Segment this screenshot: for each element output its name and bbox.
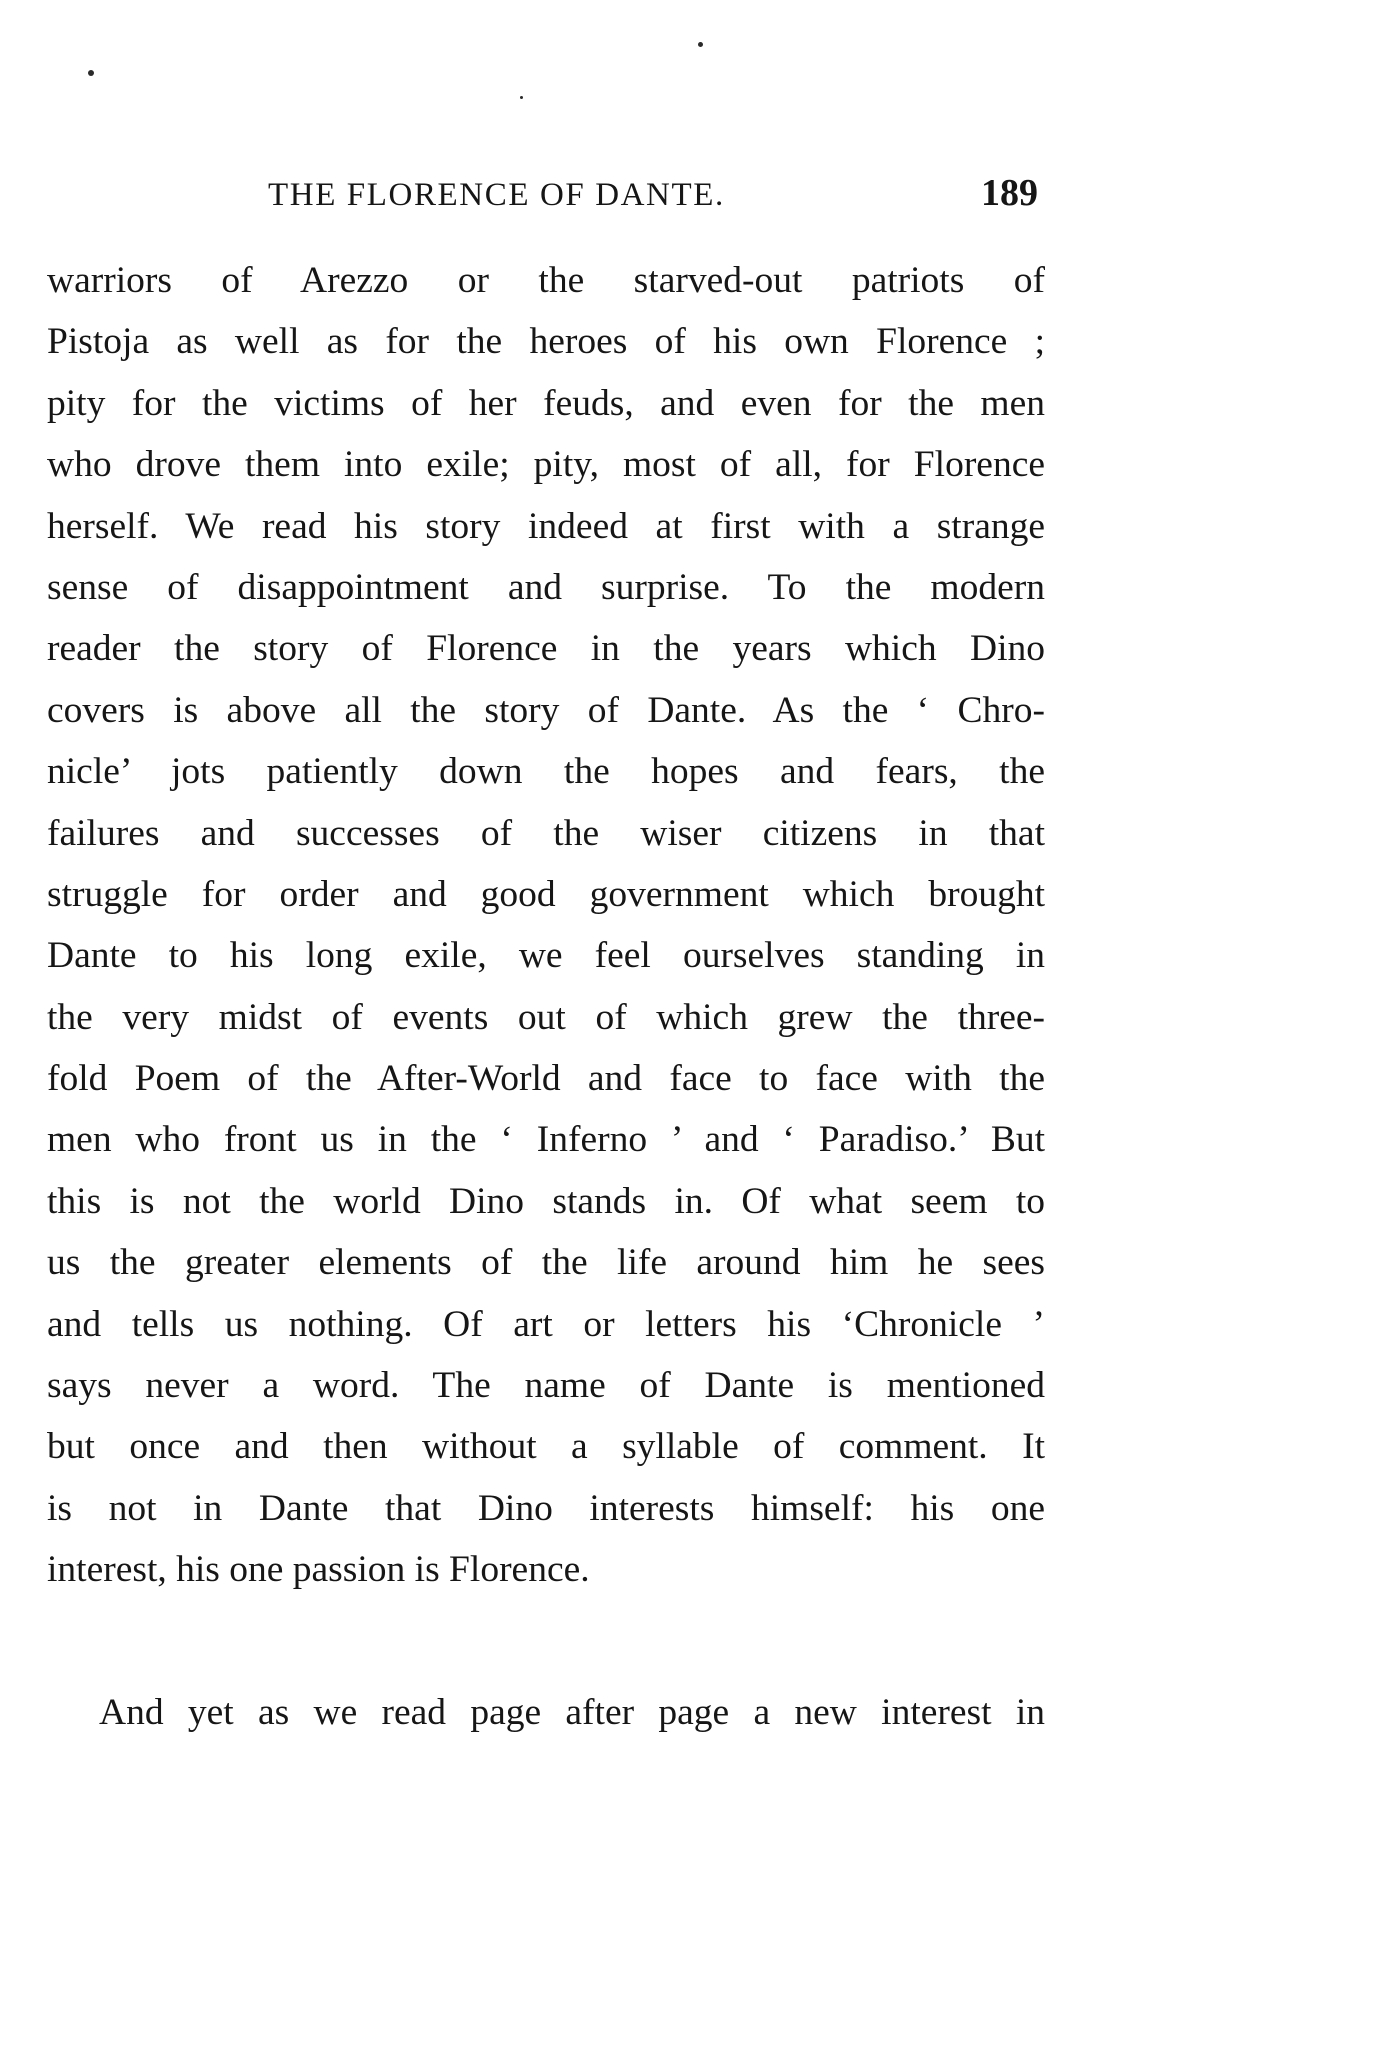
text-line: sense of disappointment and surprise. To the modern [47,566,1045,608]
text-line: says never a word. The name of Dante is mentioned [47,1365,1045,1407]
text-line: covers is above all the story of Dante. As the ‘ Chro- [47,689,1045,731]
paragraph [47,250,1045,1601]
text-line: reader the story of Florence in the years which Dino [47,628,1045,670]
ink-speck [698,42,703,47]
text-line: who drove them into exile; pity, most of all, for Florence [47,444,1045,486]
text-line: pity for the victims of her feuds, and even for the men [47,382,1045,424]
text-line: is not in Dante that Dino interests himself: his one [47,1487,1045,1529]
text-line: this is not the world Dino stands in. Of what seem to [47,1180,1045,1222]
ink-speck [520,96,523,99]
text-line: failures and successes of the wiser citizens in that [47,812,1045,854]
text-line: men who front us in the ‘ Inferno ’ and ‘ Paradiso.’ But [47,1119,1045,1161]
text-line: interest, his one passion is Florence. [47,1549,590,1591]
body-text [47,250,1045,1743]
text-line: us the greater elements of the life around him he sees [47,1242,1045,1284]
text-line: fold Poem of the After-World and face to face with the [47,1058,1045,1100]
text-line: And yet as we read page after page a new interest in [99,1691,1045,1733]
text-line: herself. We read his story indeed at first with a strange [47,505,1045,547]
text-line: Pistoja as well as for the heroes of his own Florence ; [47,321,1045,363]
text-line: the very midst of events out of which grew the three- [47,996,1045,1038]
paragraph [47,1682,1045,1743]
ink-speck [88,70,94,76]
paragraph-gap [47,1601,1045,1682]
text-line: Dante to his long exile, we feel ourselves standing in [47,935,1045,977]
running-title: THE FLORENCE OF DANTE. [268,177,725,213]
text-line: struggle for order and good government which brought [47,873,1045,915]
page-number: 189 [981,172,1038,214]
running-head [268,171,1038,219]
text-line: nicle’ jots patiently down the hopes and fears, the [47,751,1045,793]
text-line: but once and then without a syllable of comment. It [47,1426,1045,1468]
text-line: warriors of Arezzo or the starved-out patriots of [47,260,1045,301]
text-line: and tells us nothing. Of art or letters his ‘Chronicle ’ [47,1303,1045,1345]
